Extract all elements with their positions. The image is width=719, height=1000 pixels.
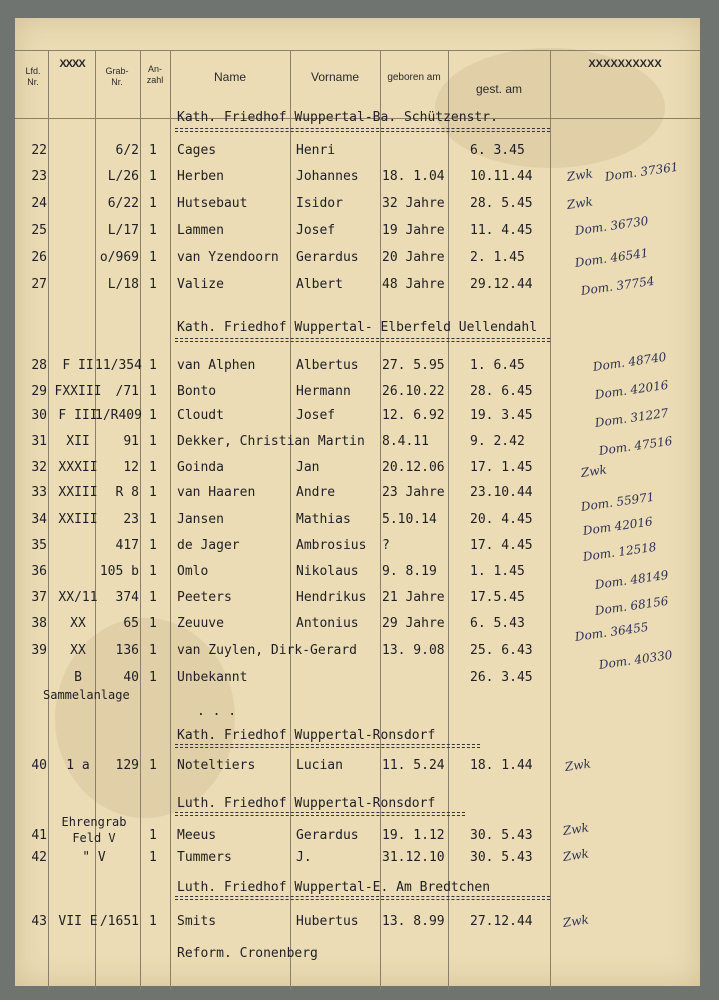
cell-lfd: 33 — [31, 485, 47, 500]
header-lfd-nr: Lfd. Nr. — [25, 66, 41, 87]
handwritten-note: Dom. 37754 — [580, 273, 656, 298]
handwritten-note: Zwk — [562, 846, 590, 864]
cell-vorname: Hendrikus — [296, 590, 367, 605]
cell-name: Lammen — [177, 223, 224, 238]
cell-grab: 129 — [115, 758, 139, 773]
cell-name: van Yzendoorn — [177, 250, 279, 265]
cell-anzahl: 1 — [149, 434, 157, 449]
cell-geboren: 48 Jahre — [382, 277, 445, 292]
cell-feld: Ehrengrab Feld V — [61, 815, 127, 845]
cell-geboren: 8.4.11 — [382, 434, 429, 449]
cell-grab: L/18 — [107, 277, 139, 292]
cell-lfd: 42 — [31, 850, 47, 865]
cell-grab: L/26 — [107, 169, 139, 184]
cell-gestorben: 10.11.44 — [470, 169, 533, 184]
section-underline — [175, 338, 550, 342]
cell-name: Meeus — [177, 828, 217, 843]
cell-gestorben: 9. 2.42 — [470, 434, 525, 449]
cell-lfd: 30 — [31, 408, 47, 423]
cell-gestorben: 29.12.44 — [470, 277, 533, 292]
cell-name: de Jager — [177, 538, 240, 553]
cell-name: Bonto — [177, 384, 217, 399]
cell-name: van Zuylen, Dirk-Gerard — [177, 643, 358, 658]
cell-name: Peeters — [177, 590, 232, 605]
cell-grab: 12 — [123, 460, 139, 475]
cell-grab: /1651 — [99, 914, 139, 929]
handwritten-note: Dom. 36730 — [574, 213, 650, 238]
handwritten-note: Dom. 48740 — [592, 349, 668, 374]
cell-geboren: 26.10.22 — [382, 384, 445, 399]
cell-geboren: 20.12.06 — [382, 460, 445, 475]
cell-gestorben: 26. 3.45 — [470, 670, 533, 685]
cell-grab: /71 — [115, 384, 139, 399]
cell-grab: 6/2 — [115, 143, 139, 158]
header-name: Name — [213, 70, 246, 84]
header-vorname: Vorname — [310, 70, 360, 84]
table-row — [15, 914, 700, 936]
handwritten-note: Dom. 68156 — [594, 593, 670, 618]
section-heading: Luth. Friedhof Wuppertal-Ronsdorf — [177, 796, 436, 811]
dots-row — [15, 704, 700, 726]
cell-vorname: Albertus — [296, 358, 359, 373]
cell-name: Tummers — [177, 850, 232, 865]
cell-feld: B — [74, 670, 82, 685]
header-anzahl: An- zahl — [146, 64, 164, 85]
handwritten-note: Dom. 40330 — [598, 647, 674, 672]
sammelanlage-label: Sammelanlage — [43, 688, 130, 702]
cell-anzahl: 1 — [149, 616, 157, 631]
cell-feld: F II — [62, 358, 94, 373]
cell-gestorben: 25. 6.43 — [470, 643, 533, 658]
handwritten-note: Zwk — [562, 820, 590, 838]
cell-anzahl: 1 — [149, 358, 157, 373]
handwritten-note: Zwk — [564, 756, 592, 774]
cell-name: Unbekannt — [177, 670, 248, 685]
cell-vorname: Gerardus — [296, 828, 359, 843]
cell-grab: 105 b — [99, 564, 139, 579]
cell-geboren: 9. 8.19 — [382, 564, 437, 579]
cell-lfd: 40 — [31, 758, 47, 773]
cell-anzahl: 1 — [149, 277, 157, 292]
cell-grab: R 8 — [115, 485, 139, 500]
cell-name: Omlo — [177, 564, 209, 579]
cell-grab: 23 — [123, 512, 139, 527]
handwritten-note: Dom. 55971 — [580, 489, 656, 514]
handwritten-note: Zwk — [566, 166, 594, 184]
cell-vorname: Isidor — [296, 196, 343, 211]
table-row — [15, 850, 700, 872]
cell-geboren: 20 Jahre — [382, 250, 445, 265]
section-heading: Luth. Friedhof Wuppertal-E. Am Bredtchen — [177, 880, 491, 895]
cell-feld: XXXII — [58, 460, 98, 475]
cell-vorname: Josef — [296, 223, 336, 238]
handwritten-note: Zwk — [562, 912, 590, 930]
cell-anzahl: 1 — [149, 250, 157, 265]
cell-feld: 1 a — [66, 758, 90, 773]
cell-vorname: Mathias — [296, 512, 351, 527]
cell-name: Hutsebaut — [177, 196, 248, 211]
cell-anzahl: 1 — [149, 169, 157, 184]
cell-grab: 1/R409 — [95, 408, 142, 423]
cell-lfd: 27 — [31, 277, 47, 292]
cell-geboren: 23 Jahre — [382, 485, 445, 500]
cell-vorname: Antonius — [296, 616, 359, 631]
cell-name: Herben — [177, 169, 224, 184]
cell-vorname: Henri — [296, 143, 336, 158]
handwritten-note: Dom. 42016 — [594, 377, 670, 402]
cell-name: Jansen — [177, 512, 224, 527]
handwritten-note: Zwk — [580, 462, 608, 480]
cell-lfd: 39 — [31, 643, 47, 658]
cell-gestorben: 17. 4.45 — [470, 538, 533, 553]
cell-name: van Haaren — [177, 485, 256, 500]
cell-name: Smits — [177, 914, 217, 929]
cell-anzahl: 1 — [149, 643, 157, 658]
cell-anzahl: 1 — [149, 408, 157, 423]
cell-gestorben: 1. 1.45 — [470, 564, 525, 579]
cell-lfd: 36 — [31, 564, 47, 579]
cell-feld: XX — [70, 643, 86, 658]
header-geboren: geboren am — [387, 72, 441, 83]
table-row — [15, 643, 700, 665]
handwritten-note: Dom. 31227 — [594, 405, 670, 430]
handwritten-note: Dom. 37361 — [604, 159, 680, 184]
cell-gestorben: 18. 1.44 — [470, 758, 533, 773]
cell-geboren: 31.12.10 — [382, 850, 445, 865]
cell-gestorben: 23.10.44 — [470, 485, 533, 500]
cell-anzahl: 1 — [149, 223, 157, 238]
cell-gestorben: 11. 4.45 — [470, 223, 533, 238]
cell-gestorben: 28. 5.45 — [470, 196, 533, 211]
cell-anzahl: 1 — [149, 828, 157, 843]
cell-feld: XXIII — [58, 485, 98, 500]
cell-name: Dekker, Christian Martin — [177, 434, 365, 449]
cell-lfd: 32 — [31, 460, 47, 475]
section-heading: Kath. Friedhof Wuppertal- Elberfeld Uellendahl — [177, 320, 538, 335]
cell-lfd: 35 — [31, 538, 47, 553]
cell-geboren: 5.10.14 — [382, 512, 437, 527]
cell-lfd: 34 — [31, 512, 47, 527]
cell-vorname: Andre — [296, 485, 336, 500]
cell-feld: XXIII — [58, 512, 98, 527]
table-row — [15, 758, 700, 780]
cell-lfd: 43 — [31, 914, 47, 929]
cell-anzahl: 1 — [149, 485, 157, 500]
cell-vorname: Ambrosius — [296, 538, 367, 553]
cell-vorname: Nikolaus — [296, 564, 359, 579]
cell-gestorben: 6. 5.43 — [470, 616, 525, 631]
section-heading: Kath. Friedhof Wuppertal-Ba. Schützenstr. — [177, 110, 498, 125]
cell-geboren: 29 Jahre — [382, 616, 445, 631]
header-grab-nr: Grab- Nr. — [105, 66, 129, 87]
section-underline — [175, 812, 465, 816]
section-underline — [175, 128, 550, 132]
cell-geboren: ? — [382, 538, 390, 553]
cell-name: Zeuuve — [177, 616, 224, 631]
cell-geboren: 19 Jahre — [382, 223, 445, 238]
cell-geboren: 21 Jahre — [382, 590, 445, 605]
handwritten-note: Zwk — [566, 194, 594, 212]
section-underline — [175, 896, 550, 900]
cell-vorname: J. — [296, 850, 312, 865]
cell-lfd: 41 — [31, 828, 47, 843]
cell-geboren: 27. 5.95 — [382, 358, 445, 373]
handwritten-note: Dom. 36455 — [574, 619, 650, 644]
cell-grab: 136 — [115, 643, 139, 658]
cell-name: Noteltiers — [177, 758, 256, 773]
cell-vorname: Lucian — [296, 758, 343, 773]
cell-anzahl: 1 — [149, 850, 157, 865]
cell-gestorben: 2. 1.45 — [470, 250, 525, 265]
header-bemerkung-struck: XXXXXXXXXX — [588, 58, 662, 70]
cell-anzahl: 1 — [149, 538, 157, 553]
cell-anzahl: 1 — [149, 512, 157, 527]
cell-lfd: 37 — [31, 590, 47, 605]
cell-vorname: Josef — [296, 408, 336, 423]
cell-grab: o/969 — [99, 250, 139, 265]
cell-anzahl: 1 — [149, 384, 157, 399]
cell-geboren: 13. 9.08 — [382, 643, 445, 658]
cell-grab: 6/22 — [107, 196, 139, 211]
cell-anzahl: 1 — [149, 196, 157, 211]
cell-gestorben: 20. 4.45 — [470, 512, 533, 527]
header-feld-struck: XXXX — [59, 58, 85, 70]
cell-anzahl: 1 — [149, 564, 157, 579]
cell-grab: 91 — [123, 434, 139, 449]
cell-feld: XX — [70, 616, 86, 631]
cell-name: van Alphen — [177, 358, 256, 373]
document-page — [15, 18, 700, 986]
cell-anzahl: 1 — [149, 460, 157, 475]
handwritten-note: Dom. 12518 — [582, 539, 658, 564]
cell-lfd: 38 — [31, 616, 47, 631]
cell-grab: 374 — [115, 590, 139, 605]
cell-geboren: 19. 1.12 — [382, 828, 445, 843]
cell-grab: 417 — [115, 538, 139, 553]
cell-geboren: 12. 6.92 — [382, 408, 445, 423]
cell-gestorben: 27.12.44 — [470, 914, 533, 929]
cell-name: Valize — [177, 277, 224, 292]
cell-anzahl: 1 — [149, 143, 157, 158]
cell-lfd: 29 — [31, 384, 47, 399]
handwritten-note: Dom. 48149 — [594, 567, 670, 592]
section-heading: Kath. Friedhof Wuppertal-Ronsdorf — [177, 728, 436, 743]
cell-gestorben: 1. 6.45 — [470, 358, 525, 373]
cell-vorname: Gerardus — [296, 250, 359, 265]
cell-lfd: 26 — [31, 250, 47, 265]
cell-feld: " V — [82, 850, 106, 865]
cell-grab: 11/354 — [95, 358, 142, 373]
header-gestorben: gest. am — [475, 82, 523, 96]
cell-geboren: 32 Jahre — [382, 196, 445, 211]
cell-grab: L/17 — [107, 223, 139, 238]
cell-lfd: 22 — [31, 143, 47, 158]
cell-vorname: Hubertus — [296, 914, 359, 929]
cell-vorname: Jan — [296, 460, 320, 475]
cell-anzahl: 1 — [149, 670, 157, 685]
cell-feld: XX/11 — [58, 590, 98, 605]
section-heading: Reform. Cronenberg — [177, 946, 318, 961]
cell-name: Cloudt — [177, 408, 224, 423]
cell-lfd: 23 — [31, 169, 47, 184]
cell-gestorben: 30. 5.43 — [470, 850, 533, 865]
cell-grab: 65 — [123, 616, 139, 631]
cell-lfd: 31 — [31, 434, 47, 449]
cell-anzahl: 1 — [149, 590, 157, 605]
cell-geboren: 13. 8.99 — [382, 914, 445, 929]
table-row — [15, 169, 700, 191]
table-row — [15, 196, 700, 218]
handwritten-note: Dom. 47516 — [598, 433, 674, 458]
cell-gestorben: 17. 1.45 — [470, 460, 533, 475]
cell-anzahl: 1 — [149, 914, 157, 929]
cell-geboren: 11. 5.24 — [382, 758, 445, 773]
cell-name: Goinda — [177, 460, 224, 475]
cell-geboren: 18. 1.04 — [382, 169, 445, 184]
table-row — [15, 143, 700, 165]
table-row — [15, 815, 700, 846]
handwritten-note: Dom. 46541 — [574, 245, 650, 270]
header-top-rule — [15, 50, 700, 51]
cell-name: Cages — [177, 143, 217, 158]
section-underline — [175, 744, 480, 748]
cell-gestorben: 19. 3.45 — [470, 408, 533, 423]
ellipsis: . . . — [197, 704, 237, 719]
handwritten-note: Dom 42016 — [582, 514, 654, 538]
cell-gestorben: 17.5.45 — [470, 590, 525, 605]
cell-anzahl: 1 — [149, 758, 157, 773]
cell-feld: XII — [66, 434, 90, 449]
cell-lfd: 24 — [31, 196, 47, 211]
cell-gestorben: 6. 3.45 — [470, 143, 525, 158]
cell-feld: VII E — [58, 914, 98, 929]
cell-grab: 40 — [123, 670, 139, 685]
cell-lfd: 25 — [31, 223, 47, 238]
cell-gestorben: 30. 5.43 — [470, 828, 533, 843]
cell-feld: FXXIII — [54, 384, 102, 399]
cell-gestorben: 28. 6.45 — [470, 384, 533, 399]
cell-lfd: 28 — [31, 358, 47, 373]
cell-vorname: Albert — [296, 277, 343, 292]
cell-vorname: Johannes — [296, 169, 359, 184]
cell-vorname: Hermann — [296, 384, 351, 399]
cell-feld: F III — [58, 408, 98, 423]
